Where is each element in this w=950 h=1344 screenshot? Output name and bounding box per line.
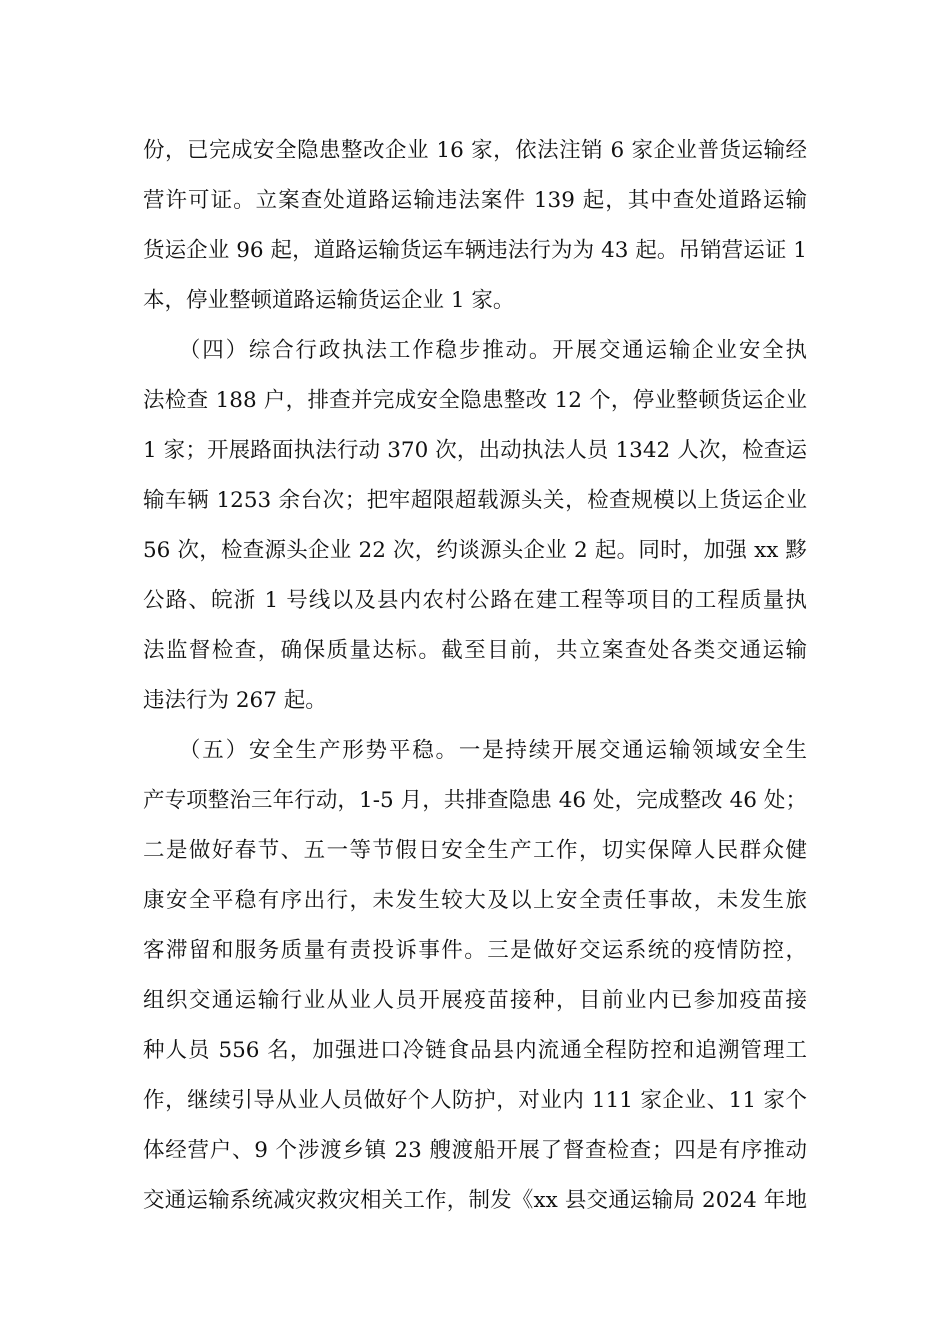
text-line: 56 次，检查源头企业 22 次，约谈源头企业 2 起。同时，加强 xx 黟	[143, 538, 807, 563]
text-line: 康安全平稳有序出行，未发生较大及以上安全责任事故，未发生旅	[143, 888, 807, 913]
text-line: 违法行为 267 起。	[143, 688, 327, 713]
text-line: 种人员 556 名，加强进口冷链食品县内流通全程防控和追溯管理工	[143, 1038, 807, 1063]
text-line: （四）综合行政执法工作稳步推动。开展交通运输企业安全执	[143, 338, 807, 363]
text-line: 输车辆 1253 余台次；把牢超限超载源头关，检查规模以上货运企业	[143, 488, 807, 513]
text-line: 产专项整治三年行动，1-5 月，共排查隐患 46 处，完成整改 46 处；	[143, 788, 807, 813]
text-line: 体经营户、9 个涉渡乡镇 23 艘渡船开展了督查检查；四是有序推动	[143, 1138, 807, 1163]
text-line: 份，已完成安全隐患整改企业 16 家，依法注销 6 家企业普货运输经	[143, 138, 807, 163]
text-line: 客滞留和服务质量有责投诉事件。三是做好交运系统的疫情防控，	[143, 938, 807, 963]
text-line: 公路、皖浙 1 号线以及县内农村公路在建工程等项目的工程质量执	[143, 588, 807, 613]
text-line: （五）安全生产形势平稳。一是持续开展交通运输领域安全生	[143, 738, 807, 763]
text-line: 作，继续引导从业人员做好个人防护，对业内 111 家企业、11 家个	[143, 1088, 807, 1113]
text-line: 本，停业整顿道路运输货运企业 1 家。	[143, 288, 515, 313]
text-line: 法检查 188 户，排查并完成安全隐患整改 12 个，停业整顿货运企业	[143, 388, 807, 413]
text-line: 货运企业 96 起，道路运输货运车辆违法行为为 43 起。吊销营运证 1	[143, 238, 807, 263]
text-line: 1 家；开展路面执法行动 370 次，出动执法人员 1342 人次，检查运	[143, 438, 807, 463]
text-line: 营许可证。立案查处道路运输违法案件 139 起，其中查处道路运输	[143, 188, 807, 213]
text-line: 二是做好春节、五一等节假日安全生产工作，切实保障人民群众健	[143, 838, 807, 863]
text-line: 交通运输系统减灾救灾相关工作，制发《xx 县交通运输局 2024 年地	[143, 1188, 807, 1213]
text-line: 法监督检查，确保质量达标。截至目前，共立案查处各类交通运输	[143, 638, 807, 663]
text-line: 组织交通运输行业从业人员开展疫苗接种，目前业内已参加疫苗接	[143, 988, 807, 1013]
